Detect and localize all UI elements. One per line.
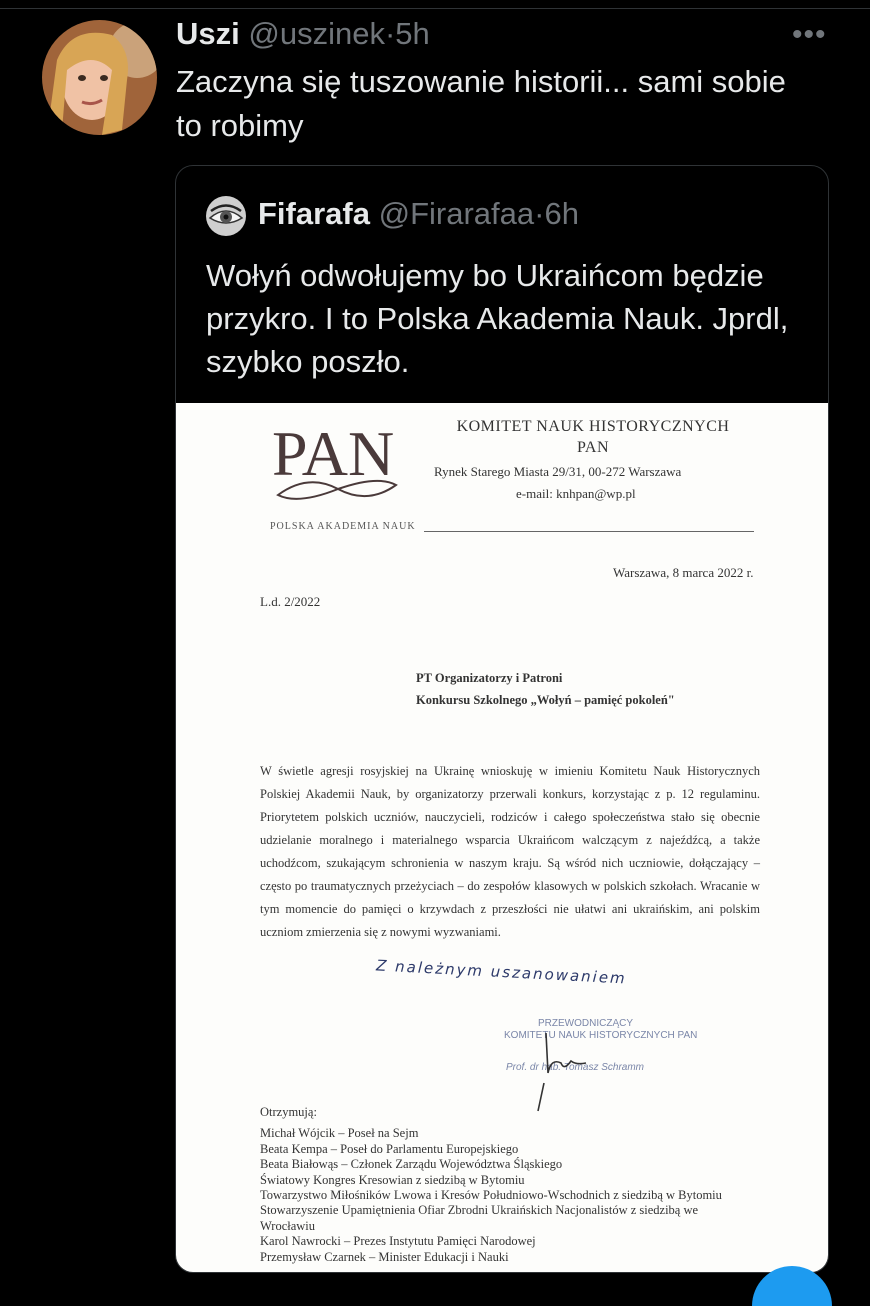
stamp-committee: KOMITETU NAUK HISTORYCZNYCH PAN <box>504 1030 698 1041</box>
quoted-author-handle[interactable]: @Firarafaa <box>378 196 535 231</box>
recipient-item: Karol Nawrocki – Prezes Instytutu Pamięci Narodowej <box>260 1234 536 1249</box>
quoted-tweet-card[interactable] <box>175 165 829 1273</box>
quoted-author-name[interactable]: Fifarafa <box>258 196 370 231</box>
quoted-tweet-time: 6h <box>544 196 579 231</box>
org-address: Rynek Starego Miasta 29/31, 00-272 Warszawa <box>434 464 682 479</box>
stamp-signatory: Prof. dr hab. Tomasz Schramm <box>506 1062 645 1073</box>
attached-document-image[interactable] <box>176 403 828 1273</box>
signature-mark <box>526 1023 596 1118</box>
separator-dot: · <box>384 16 396 51</box>
recipient-item: Michał Wójcik – Poseł na Sejm <box>260 1126 419 1141</box>
letter-reference: L.d. 2/2022 <box>260 594 321 609</box>
org-name-line1: KOMITET NAUK HISTORYCZNYCH <box>456 418 730 435</box>
org-name-line2: PAN <box>576 439 610 456</box>
tweet-time[interactable]: 5h <box>395 16 430 51</box>
recipient-item: Przemysław Czarnek – Minister Edukacji i Nauki <box>260 1249 509 1264</box>
org-email: e-mail: knhpan@wp.pl <box>516 486 636 501</box>
closing-handwritten: Z należnym uszanowaniem <box>375 956 628 988</box>
tweet-header <box>176 16 430 52</box>
quoted-tweet-header <box>258 196 579 232</box>
author-handle[interactable]: @uszinek <box>248 16 385 51</box>
header-rule <box>424 531 754 532</box>
pan-logo <box>268 413 408 503</box>
letter-body: W świetle agresji rosyjskiej na Ukrainę wnioskuję w imieniu Komitetu Nauk Historycznych Polskiej Akademii Nauk, by organizatorzy przerwali konkurs, korzystając z p. 12 regulaminu. Priorytetem polskich uczniów, nauczycieli, rodziców i całego społeczeństwa stało się obecnie udzielanie moralnego i materialnego wsparcia Ukraińcom walczącym z najeźdźcą, a także uchodźcom, szukającym schronienia w naszym kraju. Są wśród nich uczniowie, dołączający – często po traumatycznych przeżyciach – do zespołów klasowych w polskich szkołach. Wracanie w tym momencie do pamięci o krzywdach z przeszłości nie ułatwi ani ukraińskim, ani polskim uczniom zmierzenia się z nowymi wyzwaniami. <box>260 764 760 939</box>
addressee-line1: PT Organizatorzy i Patroni <box>416 671 563 685</box>
recipient-item: Towarzystwo Miłośników Lwowa i Kresów Południowo-Wschodnich z siedzibą w Bytomiu <box>260 1188 722 1203</box>
stamp-title: PRZEWODNICZĄCY <box>538 1018 633 1029</box>
author-name[interactable]: Uszi <box>176 16 240 51</box>
recipient-item: Stowarzyszenie Upamiętnienia Ofiar Zbrodni Ukraińskich Nacjonalistów z siedzibą we Wrocławiu <box>260 1203 699 1233</box>
quoted-separator-dot: · <box>534 196 545 231</box>
top-divider <box>0 8 870 9</box>
quoted-tweet-text: Wołyń odwołujemy bo Ukraińcom będzie przykro. I to Polska Akademia Nauk. Jprdl, szybko poszło. <box>206 258 789 379</box>
quoted-user-avatar[interactable] <box>206 196 246 236</box>
logo-subtitle: POLSKA AKADEMIA NAUK <box>270 521 416 532</box>
recipients-list <box>260 1105 730 1265</box>
recipient-item: Beata Białowąs – Członek Zarządu Województwa Śląskiego <box>260 1157 563 1172</box>
recipient-item: Beata Kempa – Poseł do Parlamentu Europejskiego <box>260 1141 519 1156</box>
recipients-label: Otrzymują: <box>260 1105 317 1119</box>
recipient-item: Światowy Kongres Kresowian z siedzibą w Bytomiu <box>260 1172 525 1187</box>
addressee-line2: Konkursu Szkolnego „Wołyń – pamięć pokoleń" <box>416 693 675 707</box>
more-horizontal-icon[interactable]: ••• <box>792 18 827 51</box>
logo-text: PAN <box>272 418 395 489</box>
user-avatar[interactable] <box>42 20 157 135</box>
letter-date: Warszawa, 8 marca 2022 r. <box>613 565 754 580</box>
tweet-text: Zaczyna się tuszowanie historii... sami sobie to robimy <box>176 64 786 143</box>
